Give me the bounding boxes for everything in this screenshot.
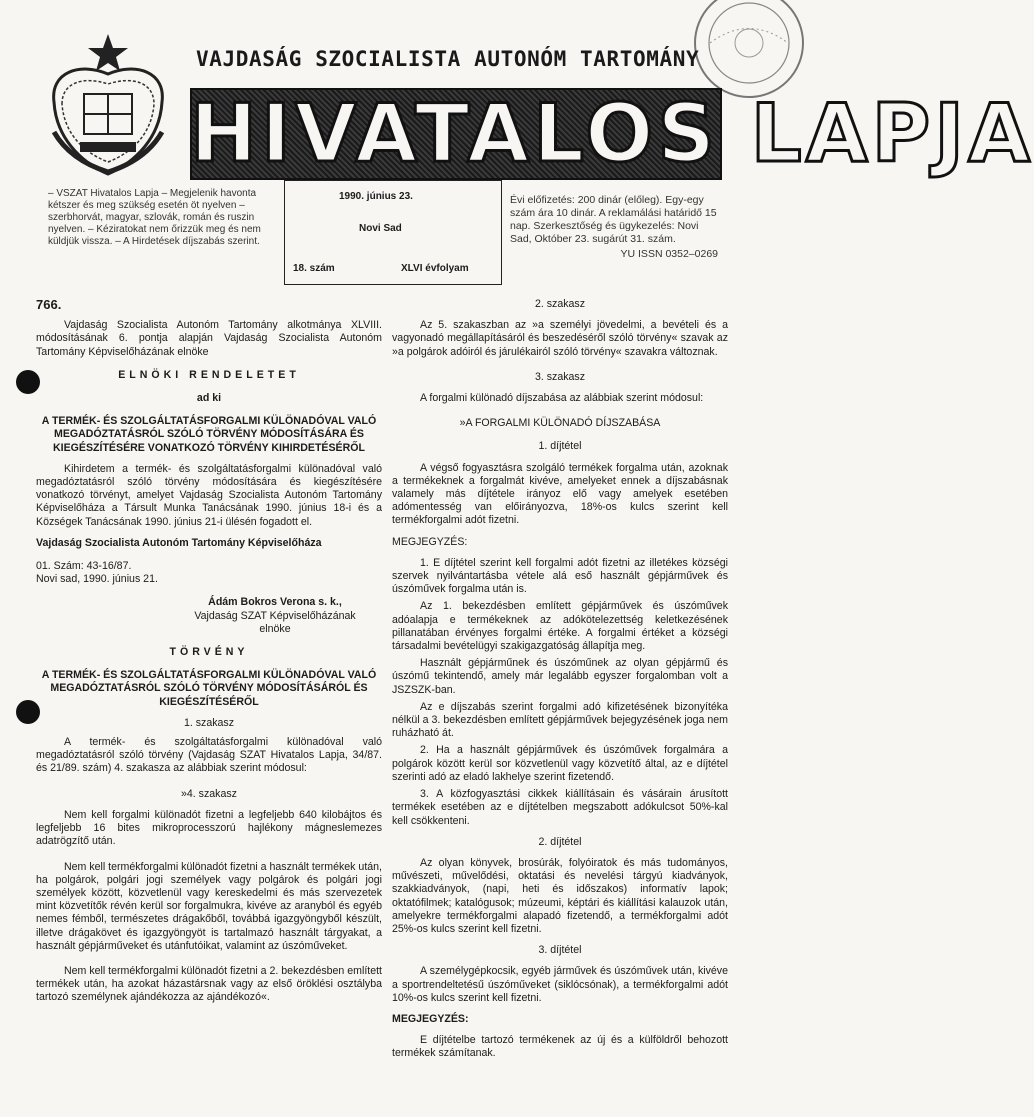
section-4-paragraph-2: Nem kell termékforgalmi különadót fizetni a használt termékek után, ha polgárok, polgári jogi személyek vagy polgárok és polgári jogi személyek között, közvetlenül vagy kereskedelmi és más szervezetek mint közvetítők révén kerül sor forgalmukra, kivéve az aranyból és egyéb nemes fémből, természetes drágakőből, továbbá igazgyöngyből készült, illetve drágakövet és igazgyöngyöt is tartalmazó használt tárgyakat, a használt gépjárműveket és utánfutóikat, valamint az úszóműveket. <box>36 860 382 952</box>
tariff-3-title: 3. díjtétel <box>538 944 582 957</box>
section-4-paragraph-1: Nem kell forgalmi különadót fizetni a legfeljebb 640 kilobájtos és legfeljebb 16 bites mikroprocesszorú hajlékony mágneslemezes adatrögzítő után. <box>36 808 382 848</box>
tariff-1-title: 1. díjtétel <box>538 440 582 453</box>
section-1-title: 1. szakasz <box>183 716 235 729</box>
section-4-paragraph-3: Nem kell termékforgalmi különadót fizetni a 2. bekezdésben említett termékek után, ha azokat házastársnak vagy az első öröklési osztályba tartozó személynek ajándékozza az ajándékozó«. <box>36 964 382 1004</box>
signer-role: Vajdaság SZAT Képviselőházának <box>194 609 356 622</box>
coat-of-arms-icon <box>40 32 176 182</box>
promulgation-paragraph: Kihirdetem a termék- és szolgáltatásforgalmi különadóval való megadóztatásról szóló törvény módosítására és kiegészítésére vonatkozó törvényt, amelyet Vajdaság Szocialista Autonóm Tartomány Képviselőháza a Társult Munka Tanácsának 1990. június 18-i és a Községek Tanácsának 1990. június 21-i ülésén fogadott el. <box>36 462 382 528</box>
note-2-item-1: E díjtételbe tartozó termékenek az új és a külföldről behozott termékek számítanak. <box>392 1034 728 1060</box>
signature-block <box>36 596 382 636</box>
right-column <box>392 298 728 1065</box>
reference-number: 01. Szám: 43-16/87. <box>36 560 132 573</box>
note-1-item-4: Az e díjszabás szerint forgalmi adó kifizetésének bizonyítéka nélkül a 3. bekezdésben említett gépjárművek bejegyzésének joga nem ruházható át. <box>392 700 728 740</box>
decree-title: ELNÖKI RENDELETET <box>118 368 300 381</box>
issn-code: YU ISSN 0352–0269 <box>620 248 718 260</box>
note-1-item-1: 1. E díjtétel szerint kell forgalmi adót fizetni az illetékes községi szervek nyilvántartásba vétele alá eső használt gépjárművek és úszóművek forgalma után is. <box>392 556 728 596</box>
subscription-notice <box>502 186 724 286</box>
law-heading: A TERMÉK- ÉS SZOLGÁLTATÁSFORGALMI KÜLÖNADÓVAL VALÓ MEGADÓZTATÁSRÓL SZÓLÓ TÖRVÉNY MÓDOSÍTÁSÁRÓL ÉS KIEGÉSZÍTÉSÉRŐL <box>41 669 377 708</box>
tariff-2-title: 2. díjtétel <box>538 835 582 848</box>
note-1-heading: MEGJEGYZÉS: <box>392 535 468 548</box>
note-1-item-2: Az 1. bekezdésben említett gépjárművek és úszóművek adóalapja e termékeknek az adókötelezettség keletkezésének pillanatában érvényes forgalmi értéke. A forgalmi értéket a községi társadalmi bevételügyi szakigazgatóság állapítja meg. <box>392 600 728 653</box>
gazette-kicker: VAJDASÁG SZOCIALISTA AUTONÓM TARTOMÁNY <box>196 47 700 71</box>
decree-heading: A TERMÉK- ÉS SZOLGÁLTATÁSFORGALMI KÜLÖNADÓVAL VALÓ MEGADÓZTATÁSRÓL SZÓLÓ TÖRVÉNY MÓDOSÍTÁSÁRA ÉS KIEGÉSZÍTÉSÉRE VONATKOZÓ TÖRVÉNY KIHIRDETÉSÉRŐL <box>41 415 377 454</box>
note-1-item-3: Használt gépjárműnek és úszóműnek az olyan gépjármű és úszómű tekintendő, amely már legalább egyszer forgalomban volt a JSZSZK-ban. <box>392 657 728 696</box>
issue-city: Novi Sad <box>359 223 402 234</box>
issue-number: 18. szám <box>293 263 335 274</box>
left-column <box>36 298 382 1009</box>
gazette-title: HIVATALOS LAPJA <box>190 87 1034 180</box>
tariff-2-text: Az olyan könyvek, brosúrák, folyóiratok és más tudományos, művészeti, művelődési, oktatási és nevelési tárgyú kiadványok, szakkiadványok, (napi, heti és időszakos) informatív lapok; oktatófilmek; katalógusok; múzeumi, képtári és kiállítási kalauzok után, amelyekre termékforgalmi alapadó fizetendő, a termékforgalmi adót 25%-os kulcs szerint kell fizetni. <box>392 856 728 935</box>
tariff-1-text: A végső fogyasztásra szolgáló termékek forgalma után, azoknak a termékeknek a forgalmát kivéve, amelyeket ennek a díjszabásnak valamely más díjtétele irányoz elő vagy amelyek esetében adómentesség van előirányozva, 18%-os kulcs szerint kell termékforgalmi adót fizetni. <box>392 461 728 527</box>
section-1-text: A termék- és szolgáltatásforgalmi különadóval való megadóztatásról szóló törvény (Vajdaság SZAT Hivatalos Lapja, 34/87. és 21/89. szám) 4. szakasza az alábbiak szerint módosul: <box>36 736 382 775</box>
law-title: TÖRVÉNY <box>169 646 249 659</box>
note-1-item-5: 2. Ha a használt gépjárművek és úszóművek forgalmára a polgárok között kerül sor közvetlenül vagy közvetítő által, az e díjtétel szerinti adó az eladó lakhelye szerint fizetendő. <box>392 744 728 783</box>
section-2-text: Az 5. szakaszban az »a személyi jövedelmi, a bevételi és a vagyonadó megállapításáról és beszedéséről szóló törvény« szavak az »a polgárok adóiról és járulékairól szóló törvény« szavakra változnak. <box>392 319 728 358</box>
note-2-heading: MEGJEGYZÉS: <box>392 1012 469 1025</box>
tariff-title: »A FORGALMI KÜLÖNADÓ DÍJSZABÁSA <box>459 417 661 430</box>
issue-info-box <box>284 180 502 285</box>
decree-adki: ad ki <box>196 392 222 405</box>
place-date: Novi sad, 1990. június 21. <box>36 573 158 586</box>
issue-volume: XLVI évfolyam <box>401 263 469 274</box>
section-3-title: 3. szakasz <box>534 370 586 383</box>
section-3-text: A forgalmi különadó díjszabása az alábbiak szerint módosul: <box>420 392 704 405</box>
signer-title: elnöke <box>259 622 291 635</box>
assembly-name: Vajdaság Szocialista Autonóm Tartomány Képviselőháza <box>36 536 322 549</box>
section-4-title: »4. szakasz <box>181 787 237 800</box>
item-number: 766. <box>36 297 62 312</box>
issue-date: 1990. június 23. <box>339 191 413 202</box>
publication-notice: – VSZAT Hivatalos Lapja – Megjelenik havonta kétszer és meg szükség esetén öt nyelven – szerbhorvát, magyar, szlovák, román és ruszin nyelven. – Kéziratokat nem őrizzük meg és nem küldjük vissza. – A Hirdetések díjszabás szerint. <box>48 188 261 247</box>
intro-paragraph: Vajdaság Szocialista Autonóm Tartomány alkotmánya XLVIII. módosításának 6. pontja alapján Vajdaság Szocialista Autonóm Tartomány Képviselőházának elnöke <box>36 319 382 358</box>
tariff-3-text: A személygépkocsik, egyéb járművek és úszóművek után, kivéve a sportrendeltetésű úszóműveket (siklócsónak), a termékforgalmi adót 10%-os kulcs szerint kell fizetni. <box>392 965 728 1004</box>
subscription-text: Évi előfizetés: 200 dinár (előleg). Egy-egy szám ára 10 dinár. A reklamálási határidő 15 nap. Szerkesztőség és ügykezelés: Novi Sad, Október 23. sugárút 31. szám. <box>510 194 717 245</box>
signer-name: Ádám Bokros Verona s. k., <box>208 596 342 609</box>
section-2-title: 2. szakasz <box>534 298 586 310</box>
note-1-item-6: 3. A közfogyasztási cikkek kiállításain és vásárain árusított termékek esetében az e díjtételben megszabott adókulcsot 50%-kal kell csökkenteni. <box>392 788 728 827</box>
